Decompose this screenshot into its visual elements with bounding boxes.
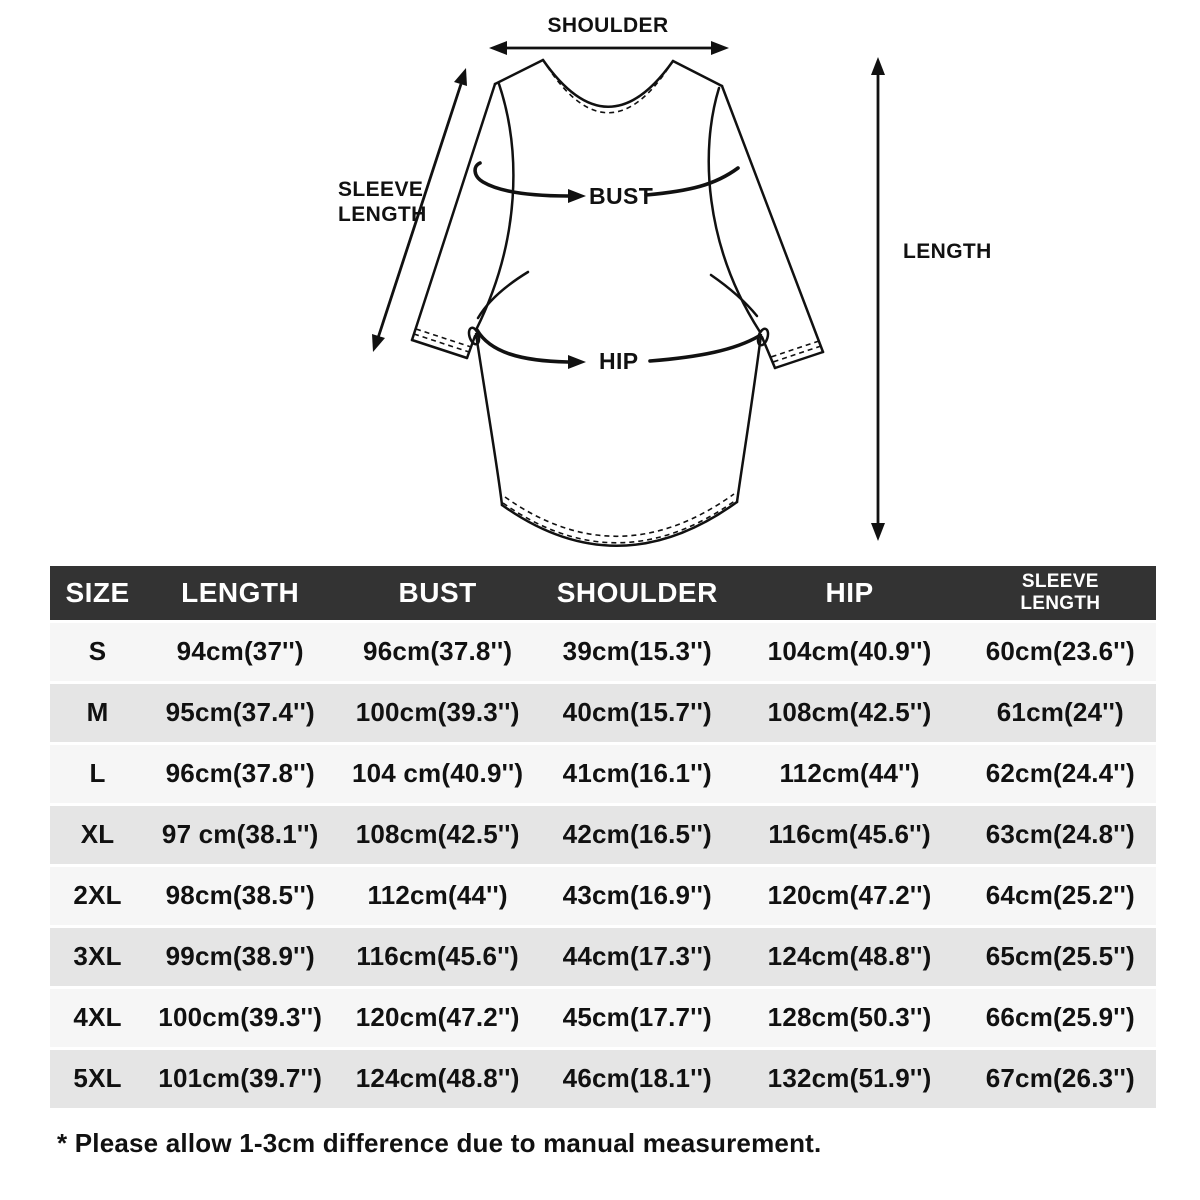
garment-measurement-diagram — [0, 0, 1200, 566]
size-table-row — [50, 743, 1156, 804]
measurement-cell: 104cm(40.9'') — [735, 621, 965, 682]
garment-outline — [412, 60, 823, 546]
shoulder-label: SHOULDER — [547, 14, 669, 37]
measurement-cell: 46cm(18.1'') — [540, 1048, 735, 1109]
size-table-row — [50, 1048, 1156, 1109]
size-table-row — [50, 621, 1156, 682]
measurement-cell: 65cm(25.5'') — [965, 926, 1156, 987]
measurement-cell: 101cm(39.7'') — [145, 1048, 335, 1109]
measurement-cell: 112cm(44'') — [335, 865, 540, 926]
measurement-cell: 120cm(47.2'') — [735, 865, 965, 926]
measurement-cell: 60cm(23.6'') — [965, 621, 1156, 682]
column-header-size: SIZE — [50, 566, 145, 621]
measurement-cell: 95cm(37.4'') — [145, 682, 335, 743]
bust-label: BUST — [589, 183, 654, 209]
measurement-cell: 94cm(37'') — [145, 621, 335, 682]
measurement-cell: 44cm(17.3'') — [540, 926, 735, 987]
measurement-cell: 64cm(25.2'') — [965, 865, 1156, 926]
length-arrow — [871, 57, 885, 541]
size-cell: S — [50, 621, 145, 682]
measurement-cell: 124cm(48.8'') — [735, 926, 965, 987]
column-header-shoulder: SHOULDER — [540, 566, 735, 621]
sleeve-length-label — [338, 177, 427, 227]
size-table-row — [50, 987, 1156, 1048]
measurement-cell: 40cm(15.7'') — [540, 682, 735, 743]
size-cell: M — [50, 682, 145, 743]
measurement-note: * Please allow 1-3cm difference due to manual measurement. — [57, 1127, 822, 1158]
measurement-cell: 116cm(45.6'') — [335, 926, 540, 987]
size-cell: 3XL — [50, 926, 145, 987]
size-table — [50, 566, 1156, 1111]
measurement-cell: 96cm(37.8'') — [335, 621, 540, 682]
measurement-cell: 39cm(15.3'') — [540, 621, 735, 682]
shoulder-arrow — [489, 41, 729, 55]
table-header-row — [50, 566, 1156, 621]
column-header-length: LENGTH — [145, 566, 335, 621]
measurement-cell: 116cm(45.6'') — [735, 804, 965, 865]
measurement-cell: 100cm(39.3'') — [335, 682, 540, 743]
measurement-cell: 104 cm(40.9'') — [335, 743, 540, 804]
column-header-bust: BUST — [335, 566, 540, 621]
measurement-cell: 112cm(44'') — [735, 743, 965, 804]
size-table-row — [50, 804, 1156, 865]
measurement-cell: 63cm(24.8'') — [965, 804, 1156, 865]
measurement-cell: 124cm(48.8'') — [335, 1048, 540, 1109]
sleeve-length-label-line2: LENGTH — [338, 203, 427, 227]
sleeve-length-label-line1: SLEEVE — [338, 178, 424, 201]
measurement-cell: 108cm(42.5'') — [335, 804, 540, 865]
measurement-cell: 108cm(42.5'') — [735, 682, 965, 743]
hip-label: HIP — [599, 348, 639, 374]
measurement-cell: 99cm(38.9'') — [145, 926, 335, 987]
measurement-cell: 67cm(26.3'') — [965, 1048, 1156, 1109]
size-table-row — [50, 865, 1156, 926]
size-cell: 5XL — [50, 1048, 145, 1109]
length-label: LENGTH — [903, 240, 992, 263]
measurement-cell: 62cm(24.4'') — [965, 743, 1156, 804]
size-table-body — [50, 621, 1156, 1109]
measurement-cell: 132cm(51.9'') — [735, 1048, 965, 1109]
measurement-cell: 97 cm(38.1'') — [145, 804, 335, 865]
size-cell: 2XL — [50, 865, 145, 926]
measurement-cell: 66cm(25.9'') — [965, 987, 1156, 1048]
size-cell: L — [50, 743, 145, 804]
size-table-row — [50, 926, 1156, 987]
measurement-cell: 98cm(38.5'') — [145, 865, 335, 926]
measurement-cell: 100cm(39.3'') — [145, 987, 335, 1048]
measurement-cell: 120cm(47.2'') — [335, 987, 540, 1048]
column-header-sleeve-length: SLEEVE LENGTH — [965, 566, 1156, 621]
garment-drawing — [0, 0, 1200, 566]
size-cell: 4XL — [50, 987, 145, 1048]
measurement-cell: 61cm(24'') — [965, 682, 1156, 743]
measurement-cell: 45cm(17.7'') — [540, 987, 735, 1048]
column-header-hip: HIP — [735, 566, 965, 621]
measurement-cell: 42cm(16.5'') — [540, 804, 735, 865]
measurement-cell: 128cm(50.3'') — [735, 987, 965, 1048]
measurement-cell: 43cm(16.9'') — [540, 865, 735, 926]
measurement-cell: 96cm(37.8'') — [145, 743, 335, 804]
size-table-row — [50, 682, 1156, 743]
size-cell: XL — [50, 804, 145, 865]
measurement-cell: 41cm(16.1'') — [540, 743, 735, 804]
